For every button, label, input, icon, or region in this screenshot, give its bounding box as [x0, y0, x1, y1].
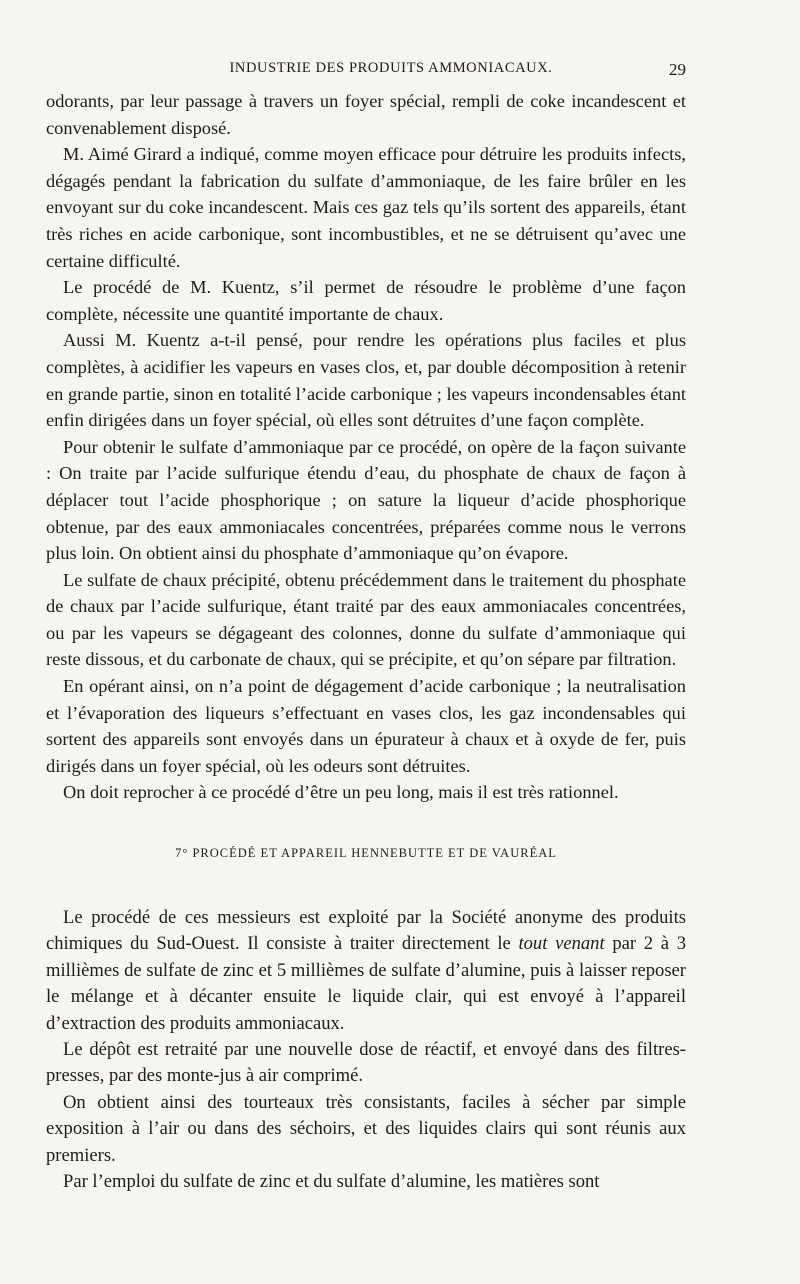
paragraph-text: par 2 à 3 millièmes de sulfate de zinc et 5 millièmes de sulfate d’alumine, puis à laisser reposer le mélange et à décanter ensuite le liquide clair, qui est envoyé à l’appareil d’extraction des produits ammoniacaux. [46, 933, 687, 1034]
section-heading: 7° PROCÉDÉ ET APPAREIL HENNEBUTTE ET DE VAURÉAL [175, 846, 557, 861]
paragraph: On doit reprocher à ce procédé d’être un peu long, mais il est très rationnel. [63, 782, 619, 803]
paragraph: Le sulfate de chaux précipité, obtenu précédemment dans le traitement du phosphate de chaux par l’acide sulfurique, étant traité par des eaux ammoniacales concentrées, ou par les vapeurs se dégageant des colonnes, donne du sulfate d’ammoniaque qui reste dissous, et du carbonate de chaux, qui se précipite, et qu’on sépare par filtration. [46, 569, 686, 670]
paragraph: odorants, par leur passage à travers un foyer spécial, rempli de coke incandescent et convenablement disposé. [46, 91, 686, 138]
italic-term: tout venant [518, 933, 605, 955]
paragraph: Le procédé de M. Kuentz, s’il permet de résoudre le problème d’une façon complète, nécessite une quantité importante de chaux. [46, 277, 686, 324]
paragraph: M. Aimé Girard a indiqué, comme moyen efficace pour détruire les produits infects, dégagés pendant la fabrication du sulfate d’ammoniaque, de les faire brûler en les envoyant sur du coke incandescent. Mais ces gaz tels qu’ils sortent des appareils, étant très riches en acide carbonique, sont incombustibles, et ne se détruisent qu’avec une certaine difficulté. [46, 144, 686, 271]
paragraph: On obtient ainsi des tourteaux très consistants, faciles à sécher par simple exposition à l’air ou dans des séchoirs, et des liquides clairs qui sont réunis aux premiers. [46, 1091, 686, 1166]
paragraph [46, 905, 686, 1037]
paragraph: En opérant ainsi, on n’a point de dégagement d’acide carbonique ; la neutralisation et l’évaporation des liqueurs s’effectuant en vases clos, les gaz incondensables qui sortent des appareils sont envoyés dans un épurateur à chaux et à oxyde de fer, puis dirigés dans un foyer spécial, où les odeurs sont détruites. [46, 676, 686, 776]
paragraph: Par l’emploi du sulfate de zinc et du sulfate d’alumine, les matières sont [63, 1171, 600, 1193]
paragraph: Pour obtenir le sulfate d’ammoniaque par ce procédé, on opère de la façon suivante : On traite par l’acide sulfurique étendu d’eau, du phosphate de chaux de façon à déplacer tout l’acide phosphorique ; on sature la liqueur d’acide phosphorique obtenue, par des eaux ammoniacales concentrées, préparées comme nous le verrons plus loin. On obtient ainsi du phosphate d’ammoniaque qu’on évapore. [46, 436, 686, 564]
paragraph: Aussi M. Kuentz a-t-il pensé, pour rendre les opérations plus faciles et plus complètes, à acidifier les vapeurs en vases clos, et, par double décomposition à retenir en grande partie, sinon en totalité l’acide carbonique ; les vapeurs incondensables étant enfin dirigées dans un foyer spécial, où elles sont détruites d’une façon complète. [46, 330, 686, 431]
page-number: 29 [669, 60, 686, 79]
paragraph: Le dépôt est retraité par une nouvelle dose de réactif, et envoyé dans des filtres-presses, par des monte-jus à air comprimé. [46, 1039, 686, 1087]
section-body [46, 905, 686, 1195]
body-text [46, 88, 686, 1196]
running-title: INDUSTRIE DES PRODUITS AMMONIACAUX. [229, 60, 553, 76]
running-header [46, 60, 686, 84]
paragraph-text: Le procédé de ces messieurs est exploité par la Société anonyme des produits chimiques du Sud-Ouest. Il consiste à traiter directement le [46, 907, 686, 955]
